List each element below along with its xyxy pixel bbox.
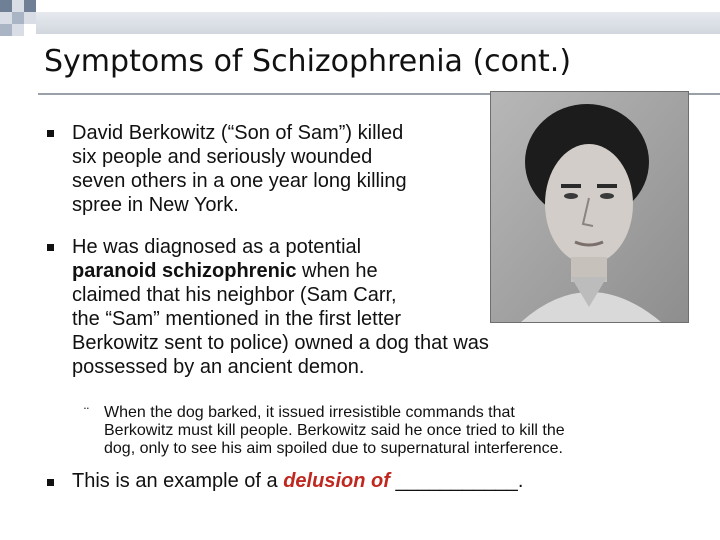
bullet-marker [47, 479, 54, 486]
bullet-marker [47, 244, 54, 251]
sub-list-item: When the dog barked, it issued irresistible commands that Berkowitz must kill people. Berkowitz said he once tried to kill the dog, only to see his aim spoiled due to supernatural interference. [104, 404, 565, 457]
list-item: David Berkowitz (“Son of Sam”) killed six people and seriously wounded seven others in a one year long killing spree in New York. [72, 122, 407, 216]
page-title: Symptoms of Schizophrenia (cont.) [44, 44, 572, 79]
list-item: This is an example of a delusion of ___________. [72, 470, 524, 492]
bullet-marker [47, 130, 54, 137]
sub-bullet-marker: ¨ [84, 405, 89, 422]
highlight-text: delusion of [283, 470, 390, 492]
list-item: He was diagnosed as a potential paranoid schizophrenic when he claimed that his neighbor (Sam Carr, the “Sam” mentioned in the first letter Berkowitz sent to police) owned a dog that was possessed by an ancient demon. [72, 236, 489, 378]
